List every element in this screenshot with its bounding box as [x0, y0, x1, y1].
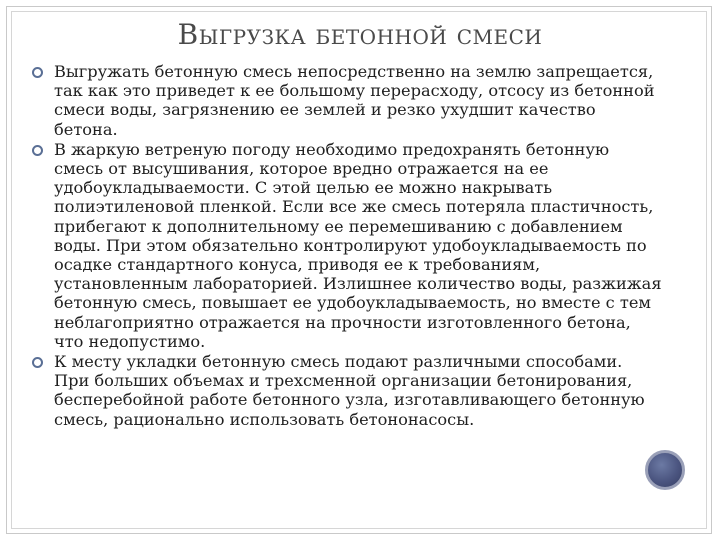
circle-decoration-icon: [645, 450, 685, 490]
slide-content: [32, 62, 662, 429]
bullet-text: К месту укладки бетонную смесь подают различными способами. При больших объемах и трехсменной организации бетонирования, бесперебойной работе бетонного узла, изготавливающего бетонную смесь, рационально использовать бетононасосы.: [54, 352, 645, 429]
bullet-item: [32, 62, 662, 139]
bullet-item: [32, 140, 662, 351]
slide-title: Выгрузка бетонной смеси: [177, 18, 543, 51]
ring-bullet-icon: [32, 67, 43, 78]
ring-bullet-icon: [32, 357, 43, 368]
bullet-text: Выгружать бетонную смесь непосредственно на землю запрещается, так как это приведет к ее большому перерасходу, отсосу из бетонной смеси воды, загрязнению ее землей и резко ухудшит качество бетона.: [54, 62, 655, 139]
bullet-text: В жаркую ветреную погоду необходимо предохранять бетонную смесь от высушивания, которое вредно отражается на ее удобоукладываемости. С этой целью ее можно накрывать полиэтиленовой пленкой. Если все же смесь потеряла пластичность, прибегают к дополнительному ее перемешиванию с добавлением воды. При этом обязательно контролируют удобоукладываемость по осадке стандартного конуса, приводя ее к требованиям, установленным лабораторией. Излишнее количество воды, разжижая бетонную смесь, повышает ее удобоукладываемость, но вместе с тем неблагоприятно отражается на прочности изготовленного бетона, что недопустимо.: [54, 139, 662, 351]
bullet-item: [32, 352, 662, 429]
ring-bullet-icon: [32, 145, 43, 156]
